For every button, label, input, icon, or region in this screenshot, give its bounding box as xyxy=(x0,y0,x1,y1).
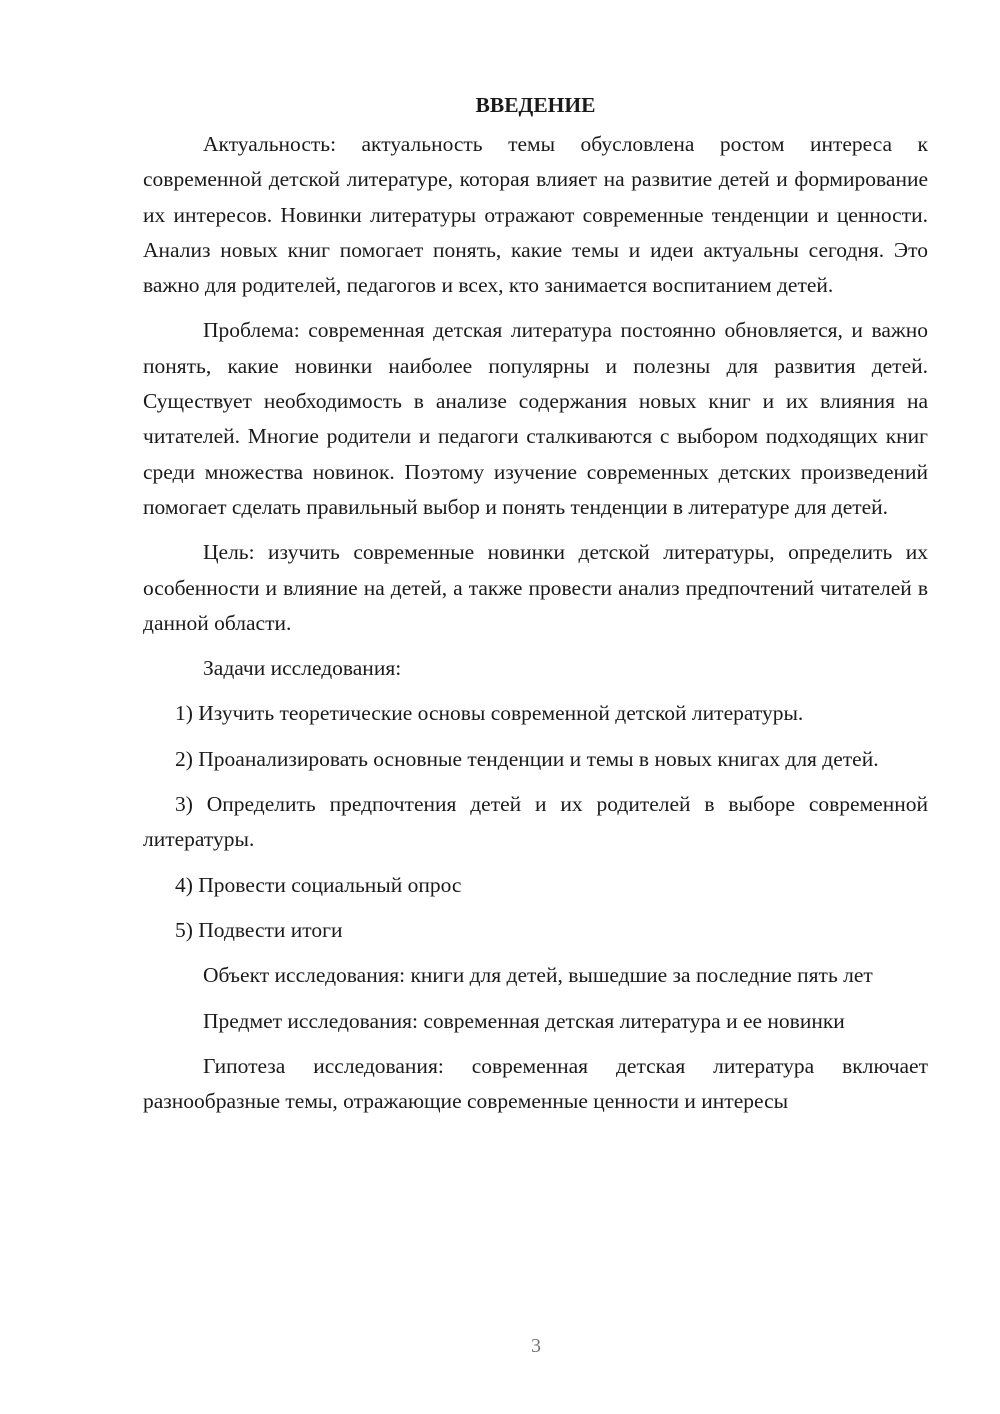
tasks-list xyxy=(143,696,928,948)
paragraph-subject: Предмет исследования: современная детская литература и ее новинки xyxy=(203,1008,845,1033)
paragraph-object: Объект исследования: книги для детей, вышедшие за последние пять лет xyxy=(203,963,873,988)
paragraph-goal: Цель: изучить современные новинки детской литературы, определить их особенности и влияние на детей, а также провести анализ предпочтений читателей в данной области. xyxy=(143,540,928,635)
paragraph-hypothesis: Гипотеза исследования: современная детская литература включает разнообразные темы, отражающие современные ценности и интересы xyxy=(143,1053,928,1114)
paragraph-problem: Проблема: современная детская литература постоянно обновляется, и важно понять, какие новинки наиболее популярны и полезны для развития детей. Существует необходимость в анализе содержания новых книг и их влияния на читателей. Многие родители и педагоги сталкиваются с выбором подходящих книг среди множества новинок. Поэтому изучение современных детских произведений помогает сделать правильный выбор и понять тенденции в литературе для детей. xyxy=(143,318,928,519)
document-page xyxy=(143,88,928,1129)
list-item: 2) Проанализировать основные тенденции и темы в новых книгах для детей. xyxy=(175,746,879,771)
list-item: 1) Изучить теоретические основы современной детской литературы. xyxy=(175,701,804,726)
list-item: 4) Провести социальный опрос xyxy=(175,872,462,897)
page-title: ВВЕДЕНИЕ xyxy=(475,93,596,117)
paragraph-relevance: Актуальность: актуальность темы обусловлена ростом интереса к современной детской литературе, которая влияет на развитие детей и формирование их интересов. Новинки литературы отражают современные тенденции и ценности. Анализ новых книг помогает понять, какие темы и идеи актуальны сегодня. Это важно для родителей, педагогов и всех, кто занимается воспитанием детей. xyxy=(143,132,928,298)
page-number: 3 xyxy=(531,1335,541,1357)
list-item: 5) Подвести итоги xyxy=(175,917,343,942)
tasks-heading: Задачи исследования: xyxy=(203,656,402,681)
list-item: 3) Определить предпочтения детей и их родителей в выборе современной литературы. xyxy=(143,792,928,852)
